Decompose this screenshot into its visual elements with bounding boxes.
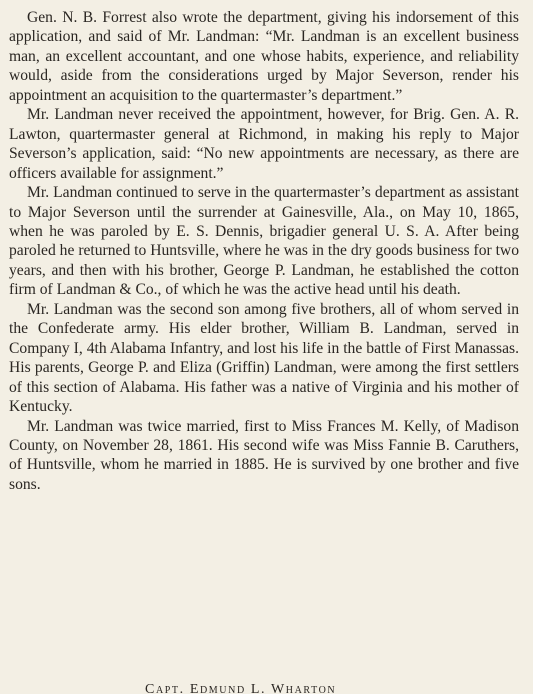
paragraph-family-background: Mr. Landman was the second son among five brothers, all of whom served in the Confederate army. His elder brother, William B. Landman, served in Company I, 4th Alabama Infantry, and lost his life in the battle of First Manassas. His parents, George P. and Eliza (Griffin) Landman, were among the first settlers of this section of Alabama. His father was a native of Virginia and his mother of Kentucky. [9,300,519,416]
paragraph-forrest-indorsement: Gen. N. B. Forrest also wrote the department, giving his indorsement of this application, and said of Mr. Landman: “Mr. Landman is an excellent business man, an excellent accountant, and one whose habits, experience, and reliability would, aside from the considerations urged by Major Severson, render his appointment an acquisition to the quartermaster’s department.” [9,9,519,104]
paragraph-lawton-reply: Mr. Landman never received the appointment, however, for Brig. Gen. A. R. Lawton, quartermaster general at Richmond, in making his reply to Major Severson’s application, said: “No new appointments are necessary, as there are officers available for assignment.” [9,106,519,182]
next-section-heading: Capt. Edmund L. Wharton [145,682,337,694]
paragraph-quartermaster-service: Mr. Landman continued to serve in the quartermaster’s department as assistant to Major Severson until the surrender at Gainesville, Ala., on May 10, 1865, when he was paroled by E. S. Dennis, brigadier general U. S. A. After being paroled he returned to Huntsville, where he was in the dry goods business for two years, and then with his brother, George P. Landman, he established the cotton firm of Landman & Co., of which he was the active head until his death. [9,184,519,299]
paragraph-marriages: Mr. Landman was twice married, first to Miss Frances M. Kelly, of Madison County, on November 28, 1861. His second wife was Miss Fannie B. Caruthers, of Huntsville, whom he married in 1885. He is survived by one brother and five sons. [9,417,519,493]
text-column [9,8,519,494]
